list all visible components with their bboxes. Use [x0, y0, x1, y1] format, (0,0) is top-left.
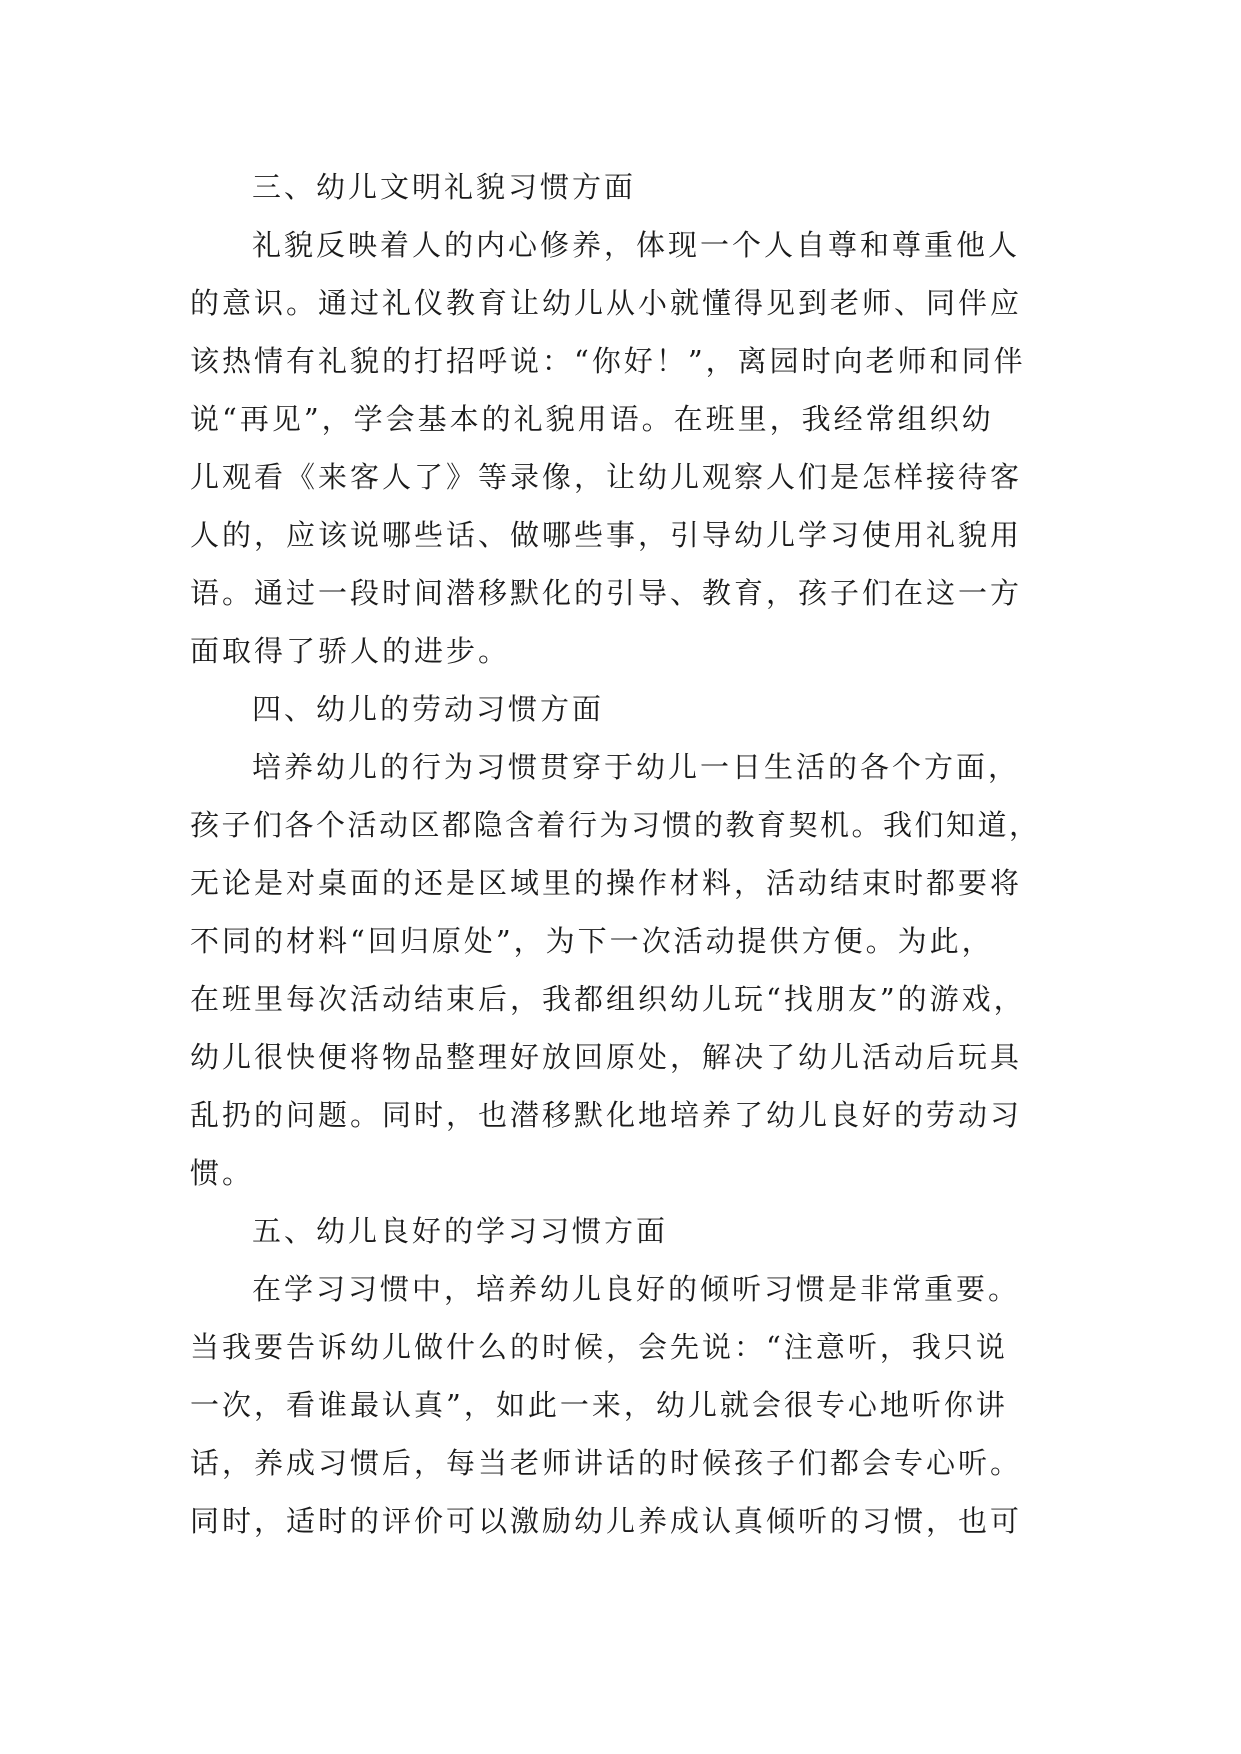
paragraph-line: 培养幼儿的行为习惯贯穿于幼儿一日生活的各个方面， [252, 750, 1021, 784]
paragraph-line: 同时，适时的评价可以激励幼儿养成认真倾听的习惯，也可 [190, 1504, 1023, 1538]
paragraph-line: 语。通过一段时间潜移默化的引导、教育，孩子们在这一方 [190, 576, 1023, 610]
paragraph-line: 该热情有礼貌的打招呼说：“你好！”，离园时向老师和同伴 [190, 344, 1026, 378]
section-heading: 四、幼儿的劳动习惯方面 [252, 692, 605, 726]
paragraph-line: 幼儿很快便将物品整理好放回原处，解决了幼儿活动后玩具 [190, 1040, 1023, 1074]
paragraph-line: 礼貌反映着人的内心修养，体现一个人自尊和尊重他人 [252, 228, 1021, 262]
paragraph-line: 在班里每次活动结束后，我都组织幼儿玩“找朋友”的游戏， [190, 982, 1026, 1016]
paragraph-line: 面取得了骄人的进步。 [190, 634, 511, 668]
paragraph-line: 乱扔的问题。同时，也潜移默化地培养了幼儿良好的劳动习 [190, 1098, 1023, 1132]
paragraph-line: 人的，应该说哪些话、做哪些事，引导幼儿学习使用礼貌用 [190, 518, 1023, 552]
paragraph-line: 的意识。通过礼仪教育让幼儿从小就懂得见到老师、同伴应 [190, 286, 1023, 320]
paragraph-line: 儿观看《来客人了》等录像，让幼儿观察人们是怎样接待客 [190, 460, 1023, 494]
paragraph-line: 无论是对桌面的还是区域里的操作材料，活动结束时都要将 [190, 866, 1023, 900]
paragraph-line: 不同的材料“回归原处”，为下一次活动提供方便。为此， [190, 924, 994, 958]
paragraph-line: 在学习习惯中，培养幼儿良好的倾听习惯是非常重要。 [252, 1272, 1021, 1306]
section-heading: 五、幼儿良好的学习习惯方面 [252, 1214, 669, 1248]
paragraph-line: 孩子们各个活动区都隐含着行为习惯的教育契机。我们知道， [190, 808, 1041, 842]
paragraph-line: 一次，看谁最认真”，如此一来，幼儿就会很专心地听你讲 [190, 1388, 1008, 1422]
section-heading: 三、幼儿文明礼貌习惯方面 [252, 170, 637, 204]
paragraph-line: 惯。 [190, 1156, 255, 1190]
paragraph-line: 说“再见”，学会基本的礼貌用语。在班里，我经常组织幼 [190, 402, 994, 436]
document-body [190, 158, 1050, 1550]
paragraph-line: 话，养成习惯后，每当老师讲话的时候孩子们都会专心听。 [190, 1446, 1023, 1480]
paragraph-line: 当我要告诉幼儿做什么的时候，会先说：“注意听，我只说 [190, 1330, 1008, 1364]
